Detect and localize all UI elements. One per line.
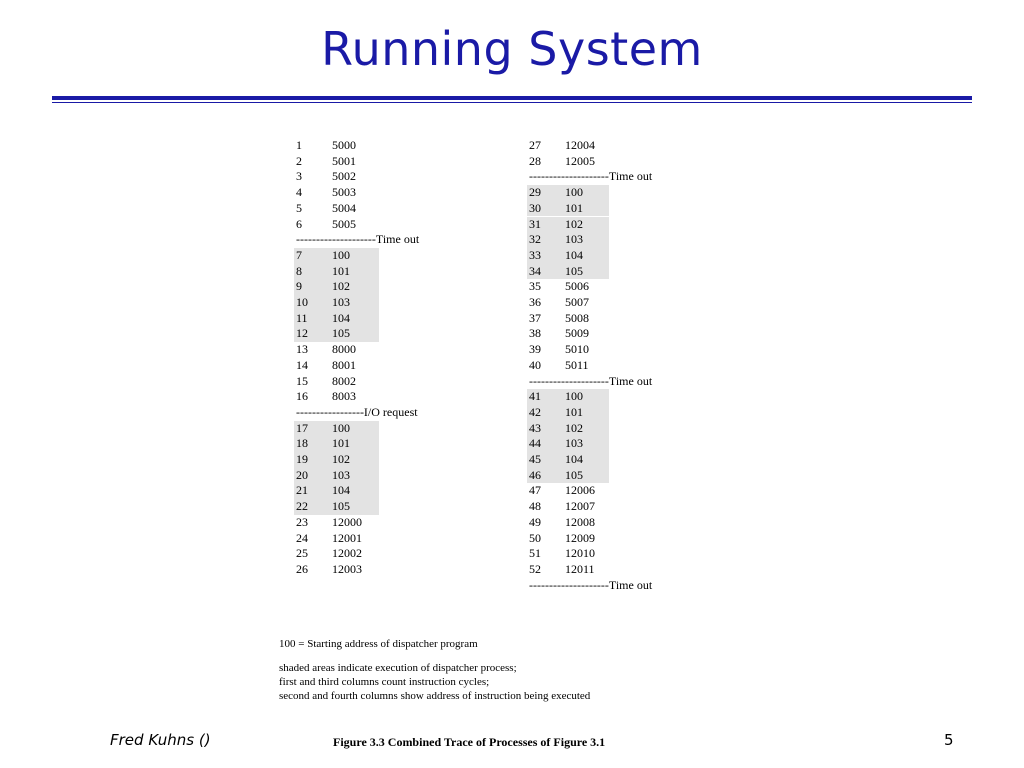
cycle-number: 21 <box>296 483 308 498</box>
cycle-number: 30 <box>529 200 541 215</box>
trace-row <box>527 154 609 170</box>
instruction-address: 12009 <box>565 530 595 545</box>
legend-line-2: first and third columns count instruction cycles; <box>279 676 490 688</box>
cycle-number: 13 <box>296 342 308 357</box>
cycle-number: 42 <box>529 404 541 419</box>
trace-row <box>294 515 379 531</box>
trace-row <box>527 326 609 342</box>
trace-row-dispatcher <box>294 436 379 452</box>
instruction-address: 103 <box>332 467 350 482</box>
trace-row <box>294 217 379 233</box>
cycle-number: 5 <box>296 200 302 215</box>
cycle-number: 19 <box>296 452 308 466</box>
cycle-number: 48 <box>529 499 541 514</box>
cycle-number: 24 <box>296 530 308 545</box>
trace-row <box>294 358 379 374</box>
trace-row-dispatcher <box>527 468 609 484</box>
trace-row-dispatcher <box>527 232 609 248</box>
instruction-address: 5009 <box>565 326 589 341</box>
instruction-address: 12007 <box>565 499 595 514</box>
trace-row-dispatcher <box>527 201 609 217</box>
cycle-number: 51 <box>529 546 541 561</box>
cycle-number: 6 <box>296 216 302 231</box>
trace-row <box>527 295 609 311</box>
trace-separator: --------------------Time out <box>529 577 653 592</box>
title-rule-thin <box>52 102 972 103</box>
cycle-number: 38 <box>529 326 541 341</box>
trace-row <box>294 169 379 185</box>
cycle-number: 17 <box>296 420 308 435</box>
cycle-number: 23 <box>296 514 308 529</box>
instruction-address: 12003 <box>332 561 362 576</box>
cycle-number: 49 <box>529 514 541 529</box>
trace-row-dispatcher <box>527 264 609 280</box>
instruction-address: 12005 <box>565 153 595 168</box>
cycle-number: 3 <box>296 169 302 184</box>
cycle-number: 43 <box>529 420 541 435</box>
trace-row-dispatcher <box>294 499 379 515</box>
instruction-address: 101 <box>332 436 350 451</box>
cycle-number: 37 <box>529 310 541 325</box>
cycle-number: 27 <box>529 138 541 152</box>
trace-row-dispatcher <box>527 389 609 405</box>
instruction-address: 101 <box>565 404 583 419</box>
cycle-number: 18 <box>296 436 308 451</box>
instruction-address: 5008 <box>565 310 589 325</box>
legend-line-3: second and fourth columns show address of instruction being executed <box>279 690 591 702</box>
instruction-address: 102 <box>565 420 583 435</box>
trace-row <box>294 389 379 405</box>
trace-row <box>527 483 609 499</box>
trace-row-dispatcher <box>294 468 379 484</box>
cycle-number: 34 <box>529 263 541 278</box>
cycle-number: 1 <box>296 138 302 152</box>
trace-row-dispatcher <box>294 421 379 437</box>
trace-row <box>294 138 379 154</box>
instruction-address: 8001 <box>332 357 356 372</box>
trace-row-dispatcher <box>294 248 379 264</box>
instruction-address: 103 <box>565 436 583 451</box>
cycle-number: 4 <box>296 185 302 200</box>
slide-title: Running System <box>321 22 703 76</box>
trace-row <box>527 358 609 374</box>
instruction-address: 8002 <box>332 373 356 388</box>
trace-row <box>294 154 379 170</box>
legend-line-1: shaded areas indicate execution of dispatcher process; <box>279 662 517 674</box>
instruction-address: 5001 <box>332 153 356 168</box>
trace-row-dispatcher <box>527 185 609 201</box>
cycle-number: 25 <box>296 546 308 561</box>
cycle-number: 52 <box>529 561 541 576</box>
trace-row <box>294 201 379 217</box>
instruction-address: 12006 <box>565 483 595 498</box>
dispatcher-note: 100 = Starting address of dispatcher program <box>279 638 478 650</box>
instruction-address: 5002 <box>332 169 356 184</box>
trace-row-dispatcher <box>527 421 609 437</box>
instruction-address: 12001 <box>332 530 362 545</box>
cycle-number: 12 <box>296 326 308 341</box>
cycle-number: 8 <box>296 263 302 278</box>
trace-row-dispatcher <box>294 483 379 499</box>
cycle-number: 44 <box>529 436 541 451</box>
cycle-number: 36 <box>529 295 541 309</box>
trace-row-dispatcher <box>294 264 379 280</box>
figure-caption: Figure 3.3 Combined Trace of Processes of Figure 3.1 <box>333 735 606 749</box>
instruction-address: 104 <box>565 247 583 262</box>
cycle-number: 7 <box>296 247 302 262</box>
page-number: 5 <box>944 731 954 749</box>
trace-row <box>294 374 379 390</box>
title-rule-thick <box>52 96 972 100</box>
trace-row-dispatcher <box>527 452 609 468</box>
trace-row-dispatcher <box>527 436 609 452</box>
instruction-address: 105 <box>332 326 350 341</box>
instruction-address: 8003 <box>332 389 356 404</box>
footer-author: Fred Kuhns () <box>110 731 211 749</box>
instruction-address: 5007 <box>565 295 589 309</box>
instruction-address: 8000 <box>332 342 356 357</box>
trace-row <box>294 562 379 578</box>
trace-separator: --------------------Time out <box>529 169 653 184</box>
cycle-number: 32 <box>529 232 541 247</box>
trace-separator: --------------------Time out <box>296 232 420 247</box>
instruction-address: 12008 <box>565 514 595 529</box>
cycle-number: 47 <box>529 483 541 498</box>
instruction-address: 12004 <box>565 138 595 152</box>
instruction-address: 104 <box>565 452 583 466</box>
cycle-number: 10 <box>296 295 308 309</box>
instruction-address: 100 <box>565 185 583 200</box>
instruction-address: 102 <box>565 216 583 231</box>
trace-row <box>294 185 379 201</box>
trace-row-dispatcher <box>294 279 379 295</box>
trace-row-dispatcher <box>294 295 379 311</box>
cycle-number: 45 <box>529 452 541 466</box>
trace-row <box>294 546 379 562</box>
cycle-number: 40 <box>529 357 541 372</box>
instruction-address: 100 <box>332 420 350 435</box>
trace-row <box>527 546 609 562</box>
trace-row-dispatcher <box>294 326 379 342</box>
trace-row-dispatcher <box>527 217 609 233</box>
instruction-address: 104 <box>332 483 350 498</box>
trace-row-dispatcher <box>294 452 379 468</box>
instruction-address: 105 <box>565 263 583 278</box>
cycle-number: 28 <box>529 153 541 168</box>
trace-separator: -----------------I/O request <box>296 404 418 419</box>
trace-separator: --------------------Time out <box>529 373 653 388</box>
trace-row <box>527 311 609 327</box>
instruction-address: 104 <box>332 310 350 325</box>
cycle-number: 15 <box>296 373 308 388</box>
trace-row-dispatcher <box>527 248 609 264</box>
instruction-address: 5005 <box>332 216 356 231</box>
instruction-address: 100 <box>565 389 583 404</box>
instruction-address: 5006 <box>565 279 589 294</box>
trace-row <box>294 531 379 547</box>
trace-row <box>527 531 609 547</box>
instruction-address: 5010 <box>565 342 589 357</box>
instruction-address: 105 <box>332 499 350 514</box>
instruction-address: 103 <box>332 295 350 309</box>
instruction-address: 5004 <box>332 200 356 215</box>
cycle-number: 39 <box>529 342 541 357</box>
cycle-number: 50 <box>529 530 541 545</box>
cycle-number: 41 <box>529 389 541 404</box>
cycle-number: 26 <box>296 561 308 576</box>
instruction-address: 105 <box>565 467 583 482</box>
trace-row-dispatcher <box>527 405 609 421</box>
instruction-address: 12011 <box>565 561 595 576</box>
cycle-number: 14 <box>296 357 308 372</box>
trace-row <box>294 342 379 358</box>
cycle-number: 46 <box>529 467 541 482</box>
cycle-number: 2 <box>296 153 302 168</box>
trace-row <box>527 342 609 358</box>
trace-row-dispatcher <box>294 311 379 327</box>
trace-row <box>527 279 609 295</box>
cycle-number: 22 <box>296 499 308 514</box>
trace-row <box>527 138 609 154</box>
instruction-address: 12010 <box>565 546 595 561</box>
instruction-address: 100 <box>332 247 350 262</box>
instruction-address: 101 <box>332 263 350 278</box>
instruction-address: 12002 <box>332 546 362 561</box>
instruction-address: 12000 <box>332 514 362 529</box>
trace-row <box>527 499 609 515</box>
trace-row <box>527 515 609 531</box>
instruction-address: 5000 <box>332 138 356 152</box>
instruction-address: 102 <box>332 279 350 294</box>
cycle-number: 29 <box>529 185 541 200</box>
cycle-number: 11 <box>296 310 308 325</box>
cycle-number: 35 <box>529 279 541 294</box>
instruction-address: 102 <box>332 452 350 466</box>
instruction-address: 103 <box>565 232 583 247</box>
cycle-number: 16 <box>296 389 308 404</box>
cycle-number: 20 <box>296 467 308 482</box>
instruction-address: 5011 <box>565 357 589 372</box>
cycle-number: 31 <box>529 216 541 231</box>
trace-row <box>527 562 609 578</box>
instruction-address: 5003 <box>332 185 356 200</box>
cycle-number: 9 <box>296 279 302 294</box>
instruction-address: 101 <box>565 200 583 215</box>
cycle-number: 33 <box>529 247 541 262</box>
